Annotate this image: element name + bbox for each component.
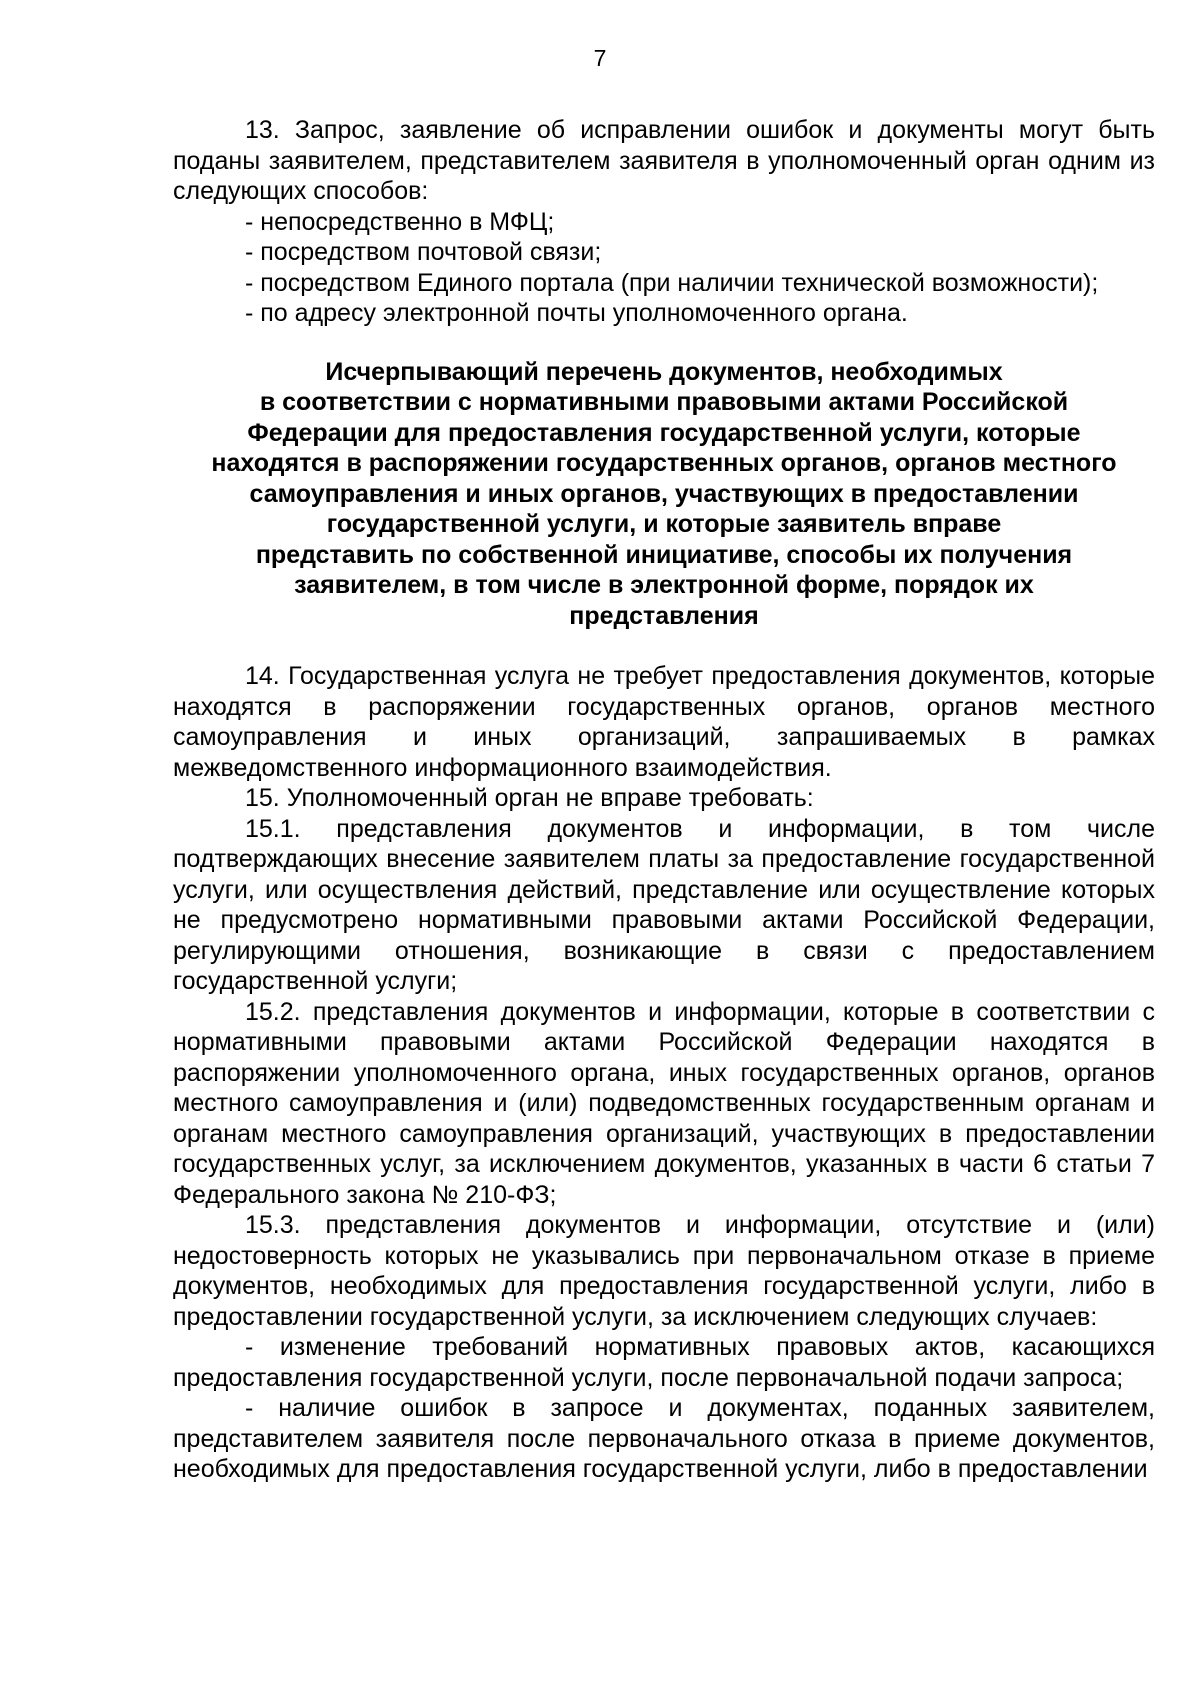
heading-line: заявителем, в том числе в электронной форме, порядок их: [294, 571, 1034, 599]
page-number: 7: [593, 45, 607, 71]
list-item: - непосредственно в МФЦ;: [245, 207, 555, 236]
paragraph-15-1: 15.1. представления документов и информации, в том числе подтверждающих внесение заявителем платы за предоставление государственной услуги, или осуществления действий, представление или осуществление которых не предусмотрено нормативными правовыми актами Российской Федерации, регулирующими отношения, возникающие в связи с предоставлением государственной услуги;: [173, 814, 1155, 995]
section-heading: [173, 357, 1155, 632]
heading-line: представить по собственной инициативе, способы их получения: [255, 540, 1073, 569]
paragraph-13: 13. Запрос, заявление об исправлении ошибок и документы могут быть поданы заявителем, представителем заявителя в уполномоченный орган одним из следующих способов:: [173, 116, 1155, 205]
heading-line: государственной услуги, и которые заявитель вправе: [326, 510, 1002, 538]
heading-line: представления: [569, 601, 759, 630]
page-content: [173, 115, 1155, 1485]
exception-item-2: - наличие ошибок в запросе и документах, поданных заявителем, представителем заявителя после первоначального отказа в приеме документов, необходимых для предоставления государственной услуги, либо в предоставлении: [173, 1394, 1155, 1483]
paragraph-15: 15. Уполномоченный орган не вправе требовать:: [245, 784, 814, 812]
paragraph-15-3: 15.3. представления документов и информации, отсутствие и (или) недостоверность которых не указывались при первоначальном отказе в приеме документов, необходимых для предоставления государственной услуги, либо в предоставлении государственной услуги, за исключением следующих случаев:: [173, 1211, 1155, 1331]
list-item: - посредством Единого портала (при наличии технической возможности);: [245, 268, 1099, 297]
heading-line: Исчерпывающий перечень документов, необходимых: [325, 357, 1003, 386]
paragraph-15-2: 15.2. представления документов и информации, которые в соответствии с нормативными правовыми актами Российской Федерации находятся в распоряжении уполномоченного органа, иных государственных органов, органов местного самоуправления и (или) подведомственных государственным органам и органам местного самоуправления организаций, участвующих в предоставлении государственных услуг, за исключением документов, указанных в части 6 статьи 7 Федерального закона № 210-ФЗ;: [173, 997, 1155, 1209]
list-item: - по адресу электронной почты уполномоченного органа.: [245, 299, 908, 327]
exception-item-1: - изменение требований нормативных правовых актов, касающихся предоставления государственной услуги, после первоначальной подачи запроса;: [173, 1333, 1155, 1392]
paragraph-14: 14. Государственная услуга не требует предоставления документов, которые находятся в распоряжении государственных органов, органов местного самоуправления и иных организаций, запрашиваемых в рамках межведомственного информационного взаимодействия.: [173, 662, 1155, 782]
heading-line: находятся в распоряжении государственных органов, органов местного: [211, 449, 1117, 477]
heading-line: в соответствии с нормативными правовыми актами Российской: [259, 388, 1069, 416]
heading-line: Федерации для предоставления государственной услуги, которые: [247, 418, 1081, 447]
list-item: - посредством почтовой связи;: [245, 238, 602, 266]
heading-line: самоуправления и иных органов, участвующих в предоставлении: [249, 479, 1079, 508]
